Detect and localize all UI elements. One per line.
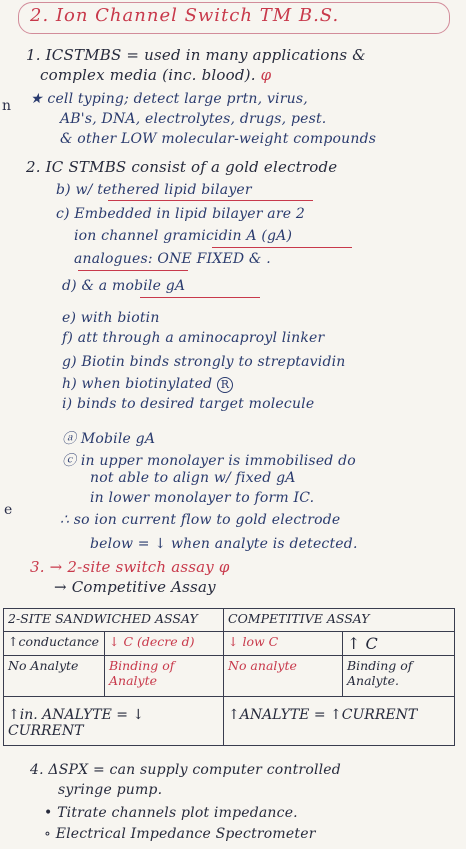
note-line bbox=[26, 158, 337, 176]
note-line: ion channel gramicidin A (gA) bbox=[74, 228, 293, 244]
margin-mark: n bbox=[2, 98, 12, 114]
note-line bbox=[62, 376, 233, 393]
table-cell: ↓ low C bbox=[224, 632, 343, 656]
page-title: 2. Ion Channel Switch TM B.S. bbox=[30, 5, 340, 26]
note-line: ★ cell typing; detect large prtn, virus, bbox=[30, 91, 308, 107]
table-cell: Binding of Analyte. bbox=[343, 656, 455, 697]
phi-mark: φ bbox=[218, 558, 230, 576]
table-cell: ↑conductance bbox=[4, 632, 105, 656]
note-line: analogues: ONE FIXED & . bbox=[74, 251, 271, 267]
note-line bbox=[40, 66, 271, 84]
note-line: below = ↓ when analyte is detected. bbox=[90, 536, 358, 552]
note-line: i) binds to desired target molecule bbox=[62, 396, 315, 412]
table-row bbox=[4, 609, 455, 632]
red-underline bbox=[212, 247, 352, 248]
note-line: 4. ΔSPX = can supply computer controlled bbox=[30, 762, 341, 778]
table-cell: No analyte bbox=[224, 656, 343, 697]
note-line: AB's, DNA, electrolytes, drugs, pest. bbox=[60, 111, 327, 127]
note-line: syringe pump. bbox=[58, 782, 163, 798]
note-line: • Titrate channels plot impedance. bbox=[44, 805, 298, 821]
note-line: ⓒ in upper monolayer is immobilised do bbox=[62, 453, 356, 469]
table-row bbox=[4, 656, 455, 697]
note-line: → Competitive Assay bbox=[54, 578, 216, 596]
red-underline bbox=[108, 200, 313, 201]
phi-mark: φ bbox=[260, 66, 272, 84]
note-line: d) & a mobile gA bbox=[62, 278, 186, 294]
circled-letter: R bbox=[217, 377, 233, 393]
note-line bbox=[56, 182, 252, 198]
red-underline bbox=[140, 297, 260, 298]
note-line: ∴ so ion current flow to gold electrode bbox=[60, 512, 341, 528]
table-cell: ↑ C bbox=[343, 632, 455, 656]
note-line: f) att through a aminocaproyl linker bbox=[62, 330, 325, 346]
note-line: & other LOW molecular-weight compounds bbox=[60, 131, 377, 147]
table-cell: ↑in. ANALYTE = ↓ CURRENT bbox=[4, 697, 224, 746]
note-line: in lower monolayer to form IC. bbox=[90, 490, 315, 506]
table-header: 2-SITE SANDWICHED ASSAY bbox=[4, 609, 224, 632]
table-row bbox=[4, 697, 455, 746]
note-line: 1. ICSTMBS = used in many applications & bbox=[26, 46, 366, 64]
note-line: not able to align w/ fixed gA bbox=[90, 470, 296, 486]
table-cell: ↓ C (decre d) bbox=[105, 632, 224, 656]
table-cell: No Analyte bbox=[4, 656, 105, 697]
table-cell: ↑ANALYTE = ↑CURRENT bbox=[224, 697, 455, 746]
note-text: 2. IC STMBS consist of a gold electrode bbox=[26, 158, 338, 176]
table-row bbox=[4, 632, 455, 656]
note-text: h) when biotinylated bbox=[62, 376, 213, 392]
note-line bbox=[30, 558, 230, 576]
note-line: ∘ Electrical Impedance Spectrometer bbox=[44, 826, 316, 842]
note-line: ⓐ Mobile gA bbox=[62, 431, 156, 447]
red-underline bbox=[78, 270, 188, 271]
note-text: 3. → 2-site switch assay bbox=[30, 558, 214, 576]
table-header: COMPETITIVE ASSAY bbox=[224, 609, 455, 632]
note-text: complex media (inc. blood). bbox=[40, 66, 256, 84]
note-line: e) with biotin bbox=[62, 310, 160, 326]
note-line: c) Embedded in lipid bilayer are 2 bbox=[56, 206, 305, 222]
margin-mark: e bbox=[4, 502, 13, 518]
table-cell: Binding of Analyte bbox=[105, 656, 224, 697]
note-line: g) Biotin binds strongly to streptavidin bbox=[62, 354, 346, 370]
assay-comparison-table bbox=[3, 608, 455, 746]
note-text: b) w/ tethered lipid bilayer bbox=[56, 182, 252, 198]
